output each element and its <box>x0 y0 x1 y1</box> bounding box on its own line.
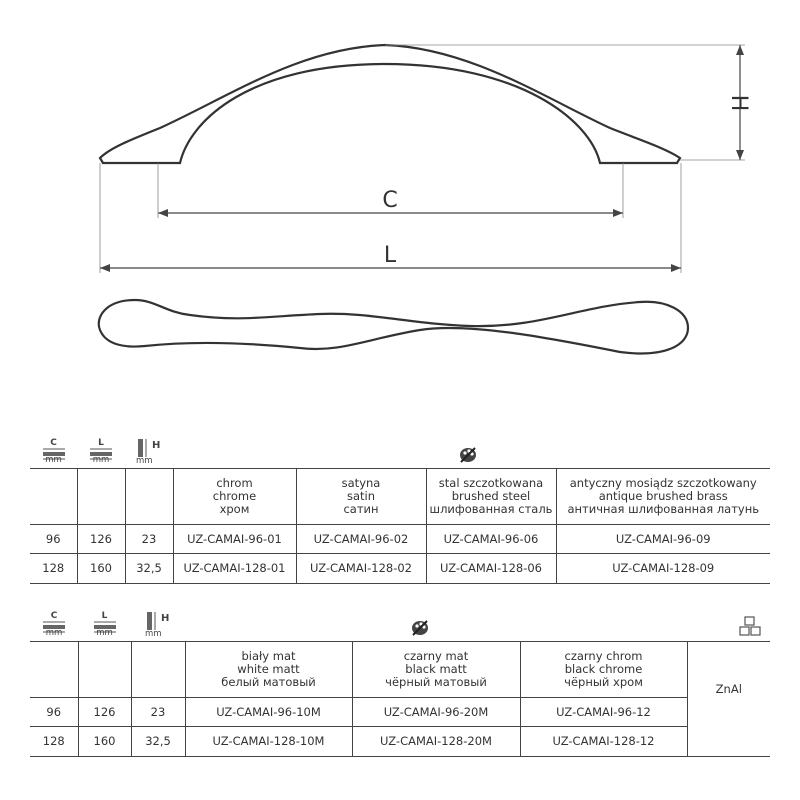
table-row <box>30 727 770 757</box>
c-value: 96 <box>30 525 77 554</box>
table-row <box>30 554 770 584</box>
palette-icon <box>458 445 478 465</box>
handle-top-profile <box>99 300 688 353</box>
product-code: UZ-CAMAI-128-12 <box>520 727 687 757</box>
product-code: UZ-CAMAI-96-10M <box>185 698 352 727</box>
dimension-h-label: H <box>726 94 751 112</box>
c-value: 96 <box>30 698 78 727</box>
table-row <box>30 698 770 727</box>
h-value: 23 <box>125 525 173 554</box>
product-code: UZ-CAMAI-96-02 <box>296 525 426 554</box>
handle-side-profile <box>100 45 680 163</box>
l-value: 126 <box>77 525 125 554</box>
finish-name-black-chrome: czarny chrom black chrome чёрный хром <box>520 642 687 698</box>
h-dimension-icon: H mm <box>136 440 161 466</box>
product-code: UZ-CAMAI-96-09 <box>556 525 770 554</box>
finish-name-satin: satyna satin сатин <box>296 469 426 525</box>
h-value: 23 <box>131 698 185 727</box>
h-value: 32,5 <box>125 554 173 584</box>
l-dimension-header <box>78 610 131 642</box>
c-value: 128 <box>30 554 77 584</box>
finish-name-brushed-steel: stal szczotkowana brushed steel шлифованная сталь <box>426 469 556 525</box>
l-value: 160 <box>78 727 131 757</box>
palette-icon <box>410 618 430 638</box>
finish-name-chrome: chrom chrome хром <box>173 469 296 525</box>
finish-header <box>185 610 687 642</box>
finish-name-white-matt: biały mat white matt белый матовый <box>185 642 352 698</box>
product-code: UZ-CAMAI-96-01 <box>173 525 296 554</box>
finish-name-antique-brass: antyczny mosiądz szczotkowany antique brushed brass античная шлифованная латунь <box>556 469 770 525</box>
h-value: 32,5 <box>131 727 185 757</box>
h-dimension-icon: H mm <box>145 613 170 639</box>
product-code: UZ-CAMAI-128-20M <box>352 727 520 757</box>
product-code: UZ-CAMAI-128-10M <box>185 727 352 757</box>
finish-name-black-matt: czarny mat black matt чёрный матовый <box>352 642 520 698</box>
product-table-1 <box>30 437 770 584</box>
product-table-2 <box>30 610 770 757</box>
product-code: UZ-CAMAI-128-06 <box>426 554 556 584</box>
h-dimension-header <box>131 610 185 642</box>
c-value: 128 <box>30 727 78 757</box>
finish-header <box>173 437 770 469</box>
h-dimension-header <box>125 437 173 469</box>
l-dimension-header <box>77 437 125 469</box>
c-dimension-icon: C mm <box>42 612 66 638</box>
c-dimension-icon: C mm <box>42 439 66 465</box>
c-dimension-header <box>30 610 78 642</box>
dimension-c-label: C <box>382 188 398 213</box>
product-code: UZ-CAMAI-96-20M <box>352 698 520 727</box>
dimension-l-label: L <box>383 243 397 268</box>
l-value: 160 <box>77 554 125 584</box>
product-code: UZ-CAMAI-128-09 <box>556 554 770 584</box>
l-dimension-icon: L mm <box>89 439 113 465</box>
product-code: UZ-CAMAI-96-12 <box>520 698 687 727</box>
table-row <box>30 525 770 554</box>
l-value: 126 <box>78 698 131 727</box>
l-dimension-icon: L mm <box>93 612 117 638</box>
material-header <box>687 610 770 642</box>
c-dimension-header <box>30 437 77 469</box>
product-code: UZ-CAMAI-128-01 <box>173 554 296 584</box>
product-code: UZ-CAMAI-128-02 <box>296 554 426 584</box>
cubes-icon <box>738 616 762 638</box>
material-value: ZnAl <box>687 642 770 757</box>
product-code: UZ-CAMAI-96-06 <box>426 525 556 554</box>
